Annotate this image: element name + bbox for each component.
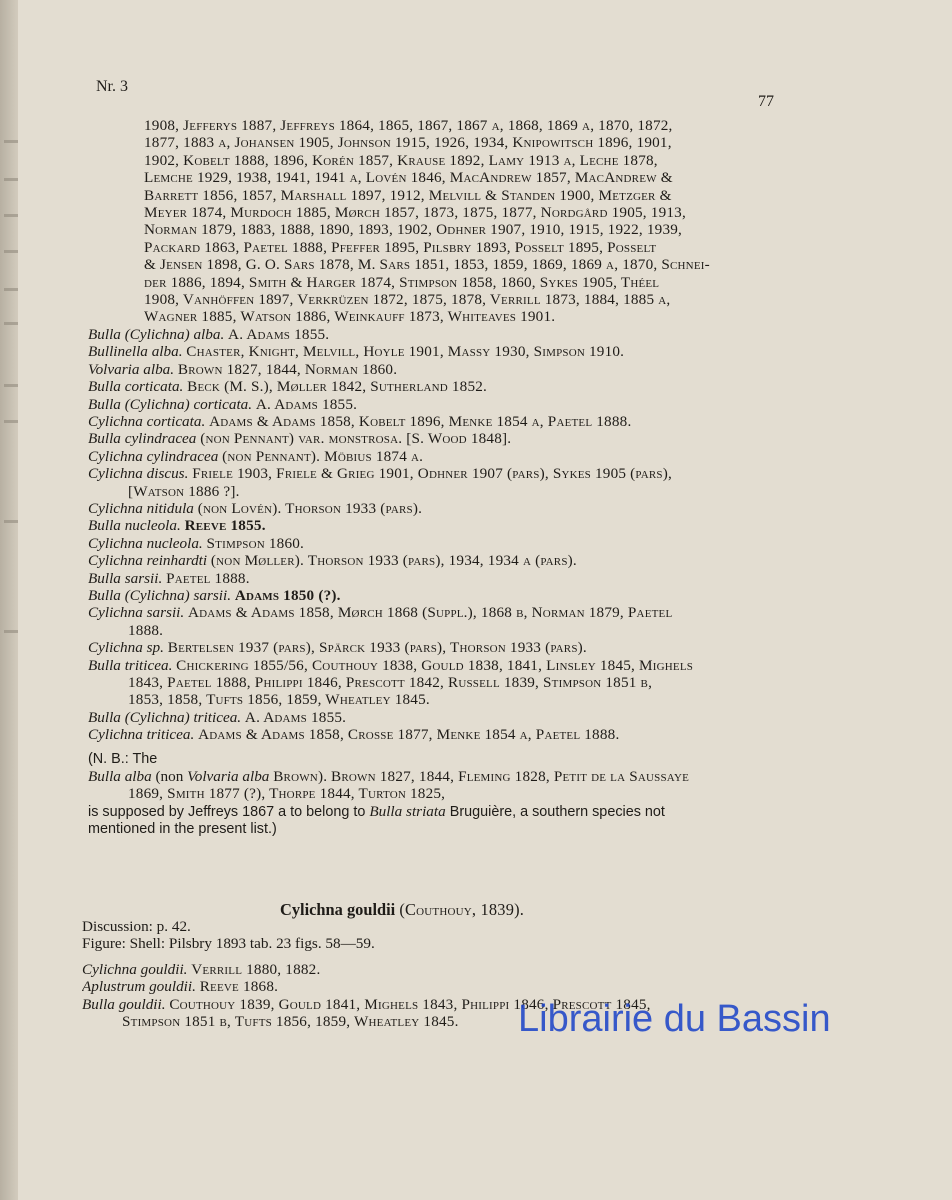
ref-line: & Jensen 1898, G. O. Sars 1878, M. Sars 1851, 1853, 1859, 1869, 1869 a, 1870, Schnei- xyxy=(144,256,710,274)
references-continued: 1853, 1858, Tufts 1856, 1859, Wheatley 1845. xyxy=(128,691,430,709)
taxon-name: Aplustrum gouldii. xyxy=(82,978,196,996)
references: Chickering 1855/56, Couthouy 1838, Gould 1838, 1841, Linsley 1845, Mighels xyxy=(176,656,694,674)
ref-line: 1908, Jefferys 1887, Jeffreys 1864, 1865, 1867, 1867 a, 1868, 1869 a, 1870, 1872, xyxy=(144,117,673,134)
ref-line: der 1886, 1894, Smith & Harger 1874, Stimpson 1858, 1860, Sykes 1905, Théel xyxy=(144,273,660,291)
references: Paetel 1888. xyxy=(166,569,250,587)
references: Brown 1827, 1844, Norman 1860. xyxy=(177,360,398,378)
ref-line: Wagner 1885, Watson 1886, Weinkauff 1873, Whiteaves 1901. xyxy=(144,308,556,326)
synonym-entry xyxy=(88,604,784,621)
species-heading xyxy=(280,900,524,920)
synonym-entry xyxy=(88,413,784,430)
references: Reeve 1868. xyxy=(199,978,279,996)
taxon-name: Bulla nucleola. xyxy=(88,517,181,535)
synonym-entry xyxy=(88,726,784,743)
taxon-name: Cylichna cylindracea xyxy=(88,447,219,465)
synonym-entry xyxy=(88,378,784,395)
synonym-entry xyxy=(88,343,784,360)
references: Couthouy 1839, Gould 1841, Mighels 1843, Philippi 1846, Prescott 1845, xyxy=(169,995,651,1013)
references: Reeve 1855. xyxy=(184,517,266,535)
taxon-name: Bulla corticata. xyxy=(88,378,184,396)
synonym-entry xyxy=(88,326,784,343)
references-continued: 1888. xyxy=(128,621,164,639)
synonym-entry xyxy=(88,709,784,726)
ref-line: 1902, Kobelt 1888, 1896, Korén 1857, Krause 1892, Lamy 1913 a, Leche 1878, xyxy=(144,151,658,169)
taxon-name: Cylichna triticea. xyxy=(88,726,195,744)
species-name: Cylichna gouldii xyxy=(280,900,396,919)
references: Adams 1850 (?). xyxy=(234,586,341,604)
ref-line: Barrett 1856, 1857, Marshall 1897, 1912, Melvill & Standen 1900, Metzger & xyxy=(144,186,672,204)
references: (non Lovén). Thorson 1933 (pars). xyxy=(197,499,423,517)
references: (non Møller). Thorson 1933 (pars), 1934, 1934 a (pars). xyxy=(210,552,577,570)
ref-line: Packard 1863, Paetel 1888, Pfeffer 1895, Pilsbry 1893, Posselt 1895, Posselt xyxy=(144,238,657,256)
synonym-entry xyxy=(88,500,784,517)
references-continued: Stimpson 1851 b, Tufts 1856, 1859, Wheatley 1845. xyxy=(122,1013,459,1031)
references: A. Adams 1855. xyxy=(228,325,330,343)
taxon-name: Cylichna nitidula xyxy=(88,499,194,517)
taxon-name: Bulla (Cylichna) triticea. xyxy=(88,708,242,726)
species-author: (Couthouy, 1839). xyxy=(399,900,525,919)
book-page xyxy=(18,0,952,1200)
watermark: Librairie du Bassin xyxy=(518,998,831,1040)
synonym-entry xyxy=(88,396,784,413)
nota-bene-entry: Bulla alba (non Volvaria alba Brown). Brown 1827, 1844, Fleming 1828, Petit de la Saussaye xyxy=(88,768,690,786)
synonym-entry xyxy=(88,587,784,604)
ref-line: 1908, Vanhöffen 1897, Verkrüzen 1872, 1875, 1878, Verrill 1873, 1884, 1885 a, xyxy=(144,291,671,309)
synonym-entry xyxy=(88,535,784,552)
synonym-entry xyxy=(88,570,784,587)
taxon-name: Bulla (Cylichna) alba. xyxy=(88,325,225,343)
page-number: 77 xyxy=(758,93,774,110)
taxon-name: Cylichna nucleola. xyxy=(88,534,203,552)
references: Bertelsen 1937 (pars), Spärck 1933 (pars), Thorson 1933 (pars). xyxy=(167,639,587,657)
references: Beck (M. S.), Møller 1842, Sutherland 1852. xyxy=(187,378,488,396)
nota-bene-refs-continued: 1869, Smith 1877 (?), Thorpe 1844, Turton 1825, xyxy=(128,785,446,803)
synonym-entry xyxy=(88,657,784,674)
taxon-name: Volvaria alba. xyxy=(88,360,175,378)
taxon-name: Cylichna discus. xyxy=(88,465,189,483)
references: A. Adams 1855. xyxy=(244,708,347,726)
running-head: Nr. 3 xyxy=(96,78,128,95)
taxon-name: Bulla triticea. xyxy=(88,656,173,674)
references: Chaster, Knight, Melvill, Hoyle 1901, Massy 1930, Simpson 1910. xyxy=(186,343,625,361)
references-continued: [Watson 1886 ?]. xyxy=(128,482,240,500)
references: Stimpson 1860. xyxy=(206,534,305,552)
synonym-entry xyxy=(88,361,784,378)
ref-line: Lemche 1929, 1938, 1941, 1941 a, Lovén 1846, MacAndrew 1857, MacAndrew & xyxy=(144,169,673,187)
taxon-name: Cylichna gouldii. xyxy=(82,960,188,978)
nota-bene-text-end: mentioned in the present list.) xyxy=(88,821,277,838)
taxon-name: Bulla gouldii. xyxy=(82,995,166,1013)
ref-line: Meyer 1874, Murdoch 1885, Mørch 1857, 1873, 1875, 1877, Nordgård 1905, 1913, xyxy=(144,204,686,222)
figure-ref: Figure: Shell: Pilsbry 1893 tab. 23 figs. 58—59. xyxy=(82,935,375,953)
references: Friele 1903, Friele & Grieg 1901, Odhner 1907 (pars), Sykes 1905 (pars), xyxy=(192,465,672,483)
references: A. Adams 1855. xyxy=(255,395,358,413)
references: Adams & Adams 1858, Crosse 1877, Menke 1854 a, Paetel 1888. xyxy=(198,726,620,744)
taxon-name: Bulla (Cylichna) corticata. xyxy=(88,395,253,413)
nota-bene xyxy=(88,751,784,839)
taxon-name: Cylichna reinhardti xyxy=(88,552,208,570)
taxon-name: Cylichna sarsii. xyxy=(88,604,185,622)
synonym-entry xyxy=(82,978,782,995)
synonym-entry xyxy=(88,517,784,534)
taxon-name: Bullinella alba. xyxy=(88,343,183,361)
discussion-ref: Discussion: p. 42. xyxy=(82,918,191,935)
ref-line: Norman 1879, 1883, 1888, 1890, 1893, 1902, Odhner 1907, 1910, 1915, 1922, 1939, xyxy=(144,221,683,239)
references: Adams & Adams 1858, Kobelt 1896, Menke 1854 a, Paetel 1888. xyxy=(209,412,632,430)
synonym-entry xyxy=(88,552,784,569)
taxon-name: Cylichna corticata. xyxy=(88,412,206,430)
references: (non Pennant). Möbius 1874 a. xyxy=(222,447,424,465)
synonym-entry xyxy=(88,639,784,656)
synonymy-list xyxy=(88,117,784,839)
synonym-entry xyxy=(88,465,784,482)
taxon-name: Bulla sarsii. xyxy=(88,569,163,587)
taxon-name: Bulla cylindracea xyxy=(88,430,197,448)
synonym-entry xyxy=(82,961,782,978)
taxon-name: Cylichna sp. xyxy=(88,639,164,657)
nota-bene-text: is supposed by Jeffreys 1867 a to belong to Bulla striata Bruguière, a southern species not xyxy=(88,802,665,820)
taxon-name: Bulla (Cylichna) sarsii. xyxy=(88,586,232,604)
synonym-entry xyxy=(88,430,784,447)
references-continued: 1843, Paetel 1888, Philippi 1846, Prescott 1842, Russell 1839, Stimpson 1851 b, xyxy=(128,674,653,691)
continuation-references xyxy=(88,117,784,326)
synonym-entry xyxy=(88,448,784,465)
references: Verrill 1880, 1882. xyxy=(191,960,321,978)
ref-line: 1877, 1883 a, Johansen 1905, Johnson 1915, 1926, 1934, Knipowitsch 1896, 1901, xyxy=(144,134,672,152)
nota-bene-intro: (N. B.: The xyxy=(88,750,158,767)
references: Adams & Adams 1858, Mørch 1868 (Suppl.), 1868 b, Norman 1879, Paetel xyxy=(188,604,673,622)
references: (non Pennant) var. monstrosa. [S. Wood 1848]. xyxy=(200,430,512,448)
